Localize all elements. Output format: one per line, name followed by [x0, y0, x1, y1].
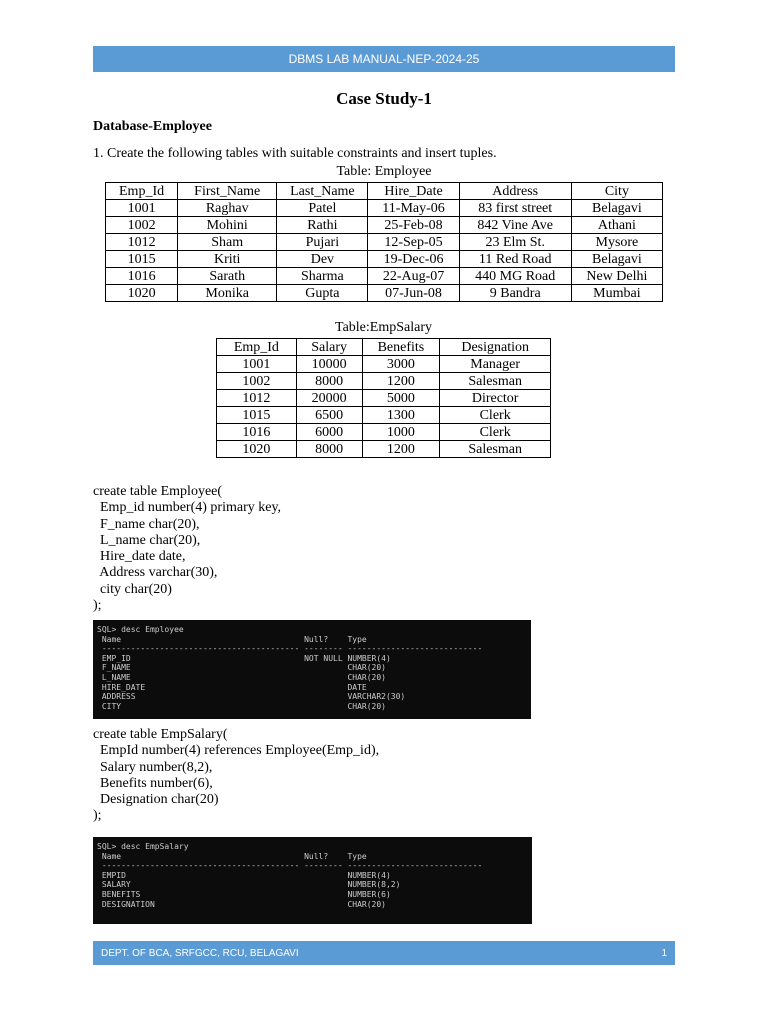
table-cell: Mumbai [571, 285, 662, 302]
page-number: 1 [661, 947, 667, 959]
page-title: Case Study-1 [336, 89, 432, 108]
table-cell: 1012 [217, 390, 297, 407]
table-cell: 11 Red Road [459, 251, 571, 268]
table-cell: 9 Bandra [459, 285, 571, 302]
table-cell: Patel [277, 200, 368, 217]
table-row [106, 251, 663, 268]
column-header: Last_Name [277, 183, 368, 200]
table-cell: 1002 [106, 217, 178, 234]
column-header: City [571, 183, 662, 200]
table-cell: 19-Dec-06 [368, 251, 459, 268]
table-cell: 1200 [362, 441, 440, 458]
table-cell: 1015 [217, 407, 297, 424]
table-cell: Belagavi [571, 200, 662, 217]
table-row [217, 356, 551, 373]
table-cell: 1020 [106, 285, 178, 302]
table-cell: 07-Jun-08 [368, 285, 459, 302]
empsalary-table [216, 338, 551, 458]
employee-table-caption: Table: Employee [336, 164, 432, 179]
employee-table [105, 182, 663, 302]
column-header: Emp_Id [217, 339, 297, 356]
table-cell: Director [440, 390, 551, 407]
question-text: 1. Create the following tables with suitable constraints and insert tuples. [93, 146, 497, 161]
table-row [217, 407, 551, 424]
page-footer [93, 941, 675, 965]
table-cell: 5000 [362, 390, 440, 407]
table-cell: 83 first street [459, 200, 571, 217]
table-row [106, 217, 663, 234]
table-cell: Clerk [440, 424, 551, 441]
table-cell: 12-Sep-05 [368, 234, 459, 251]
table-cell: 6000 [296, 424, 362, 441]
table-row [217, 373, 551, 390]
table-cell: 23 Elm St. [459, 234, 571, 251]
table-cell: Sharma [277, 268, 368, 285]
column-header: Emp_Id [106, 183, 178, 200]
column-header: Hire_Date [368, 183, 459, 200]
page-header [93, 46, 675, 72]
table-cell: 1016 [106, 268, 178, 285]
table-cell: Rathi [277, 217, 368, 234]
table-cell: Sham [178, 234, 277, 251]
create-empsalary-code: create table EmpSalary( EmpId number(4) references Employee(Emp_id), Salary number(8,2), Benefits number(6), Designation char(20) ); [93, 727, 380, 824]
table-row [106, 200, 663, 217]
table-cell: Mysore [571, 234, 662, 251]
table-cell: 22-Aug-07 [368, 268, 459, 285]
table-row [106, 268, 663, 285]
table-cell: Belagavi [571, 251, 662, 268]
table-cell: Monika [178, 285, 277, 302]
table-cell: Raghav [178, 200, 277, 217]
table-cell: Gupta [277, 285, 368, 302]
table-cell: 1002 [217, 373, 297, 390]
table-cell: 1001 [106, 200, 178, 217]
table-cell: Salesman [440, 373, 551, 390]
table-row [106, 234, 663, 251]
table-header-row [217, 339, 551, 356]
table-cell: 1016 [217, 424, 297, 441]
table-cell: 1300 [362, 407, 440, 424]
table-cell: 8000 [296, 441, 362, 458]
table-cell: 1015 [106, 251, 178, 268]
column-header: First_Name [178, 183, 277, 200]
table-cell: 1020 [217, 441, 297, 458]
table-cell: Kriti [178, 251, 277, 268]
empsalary-table-caption: Table:EmpSalary [335, 320, 432, 335]
table-cell: Dev [277, 251, 368, 268]
footer-department: DEPT. OF BCA, SRFGCC, RCU, BELAGAVI [101, 947, 299, 959]
table-cell: 842 Vine Ave [459, 217, 571, 234]
table-cell: 1012 [106, 234, 178, 251]
table-cell: 1000 [362, 424, 440, 441]
section-subtitle: Database-Employee [93, 119, 212, 134]
table-cell: Salesman [440, 441, 551, 458]
table-row [217, 390, 551, 407]
table-cell: Manager [440, 356, 551, 373]
table-cell: 1001 [217, 356, 297, 373]
table-cell: 440 MG Road [459, 268, 571, 285]
table-cell: 6500 [296, 407, 362, 424]
table-row [106, 285, 663, 302]
table-cell: New Delhi [571, 268, 662, 285]
table-cell: 3000 [362, 356, 440, 373]
table-cell: Clerk [440, 407, 551, 424]
table-row [217, 441, 551, 458]
table-cell: 11-May-06 [368, 200, 459, 217]
table-cell: 20000 [296, 390, 362, 407]
table-cell: Athani [571, 217, 662, 234]
table-cell: 10000 [296, 356, 362, 373]
table-cell: Sarath [178, 268, 277, 285]
create-employee-code: create table Employee( Emp_id number(4) primary key, F_name char(20), L_name char(20), Hire_date date, Address varchar(30), city char(20) ); [93, 484, 282, 614]
table-row [217, 424, 551, 441]
column-header: Address [459, 183, 571, 200]
column-header: Designation [440, 339, 551, 356]
table-cell: 1200 [362, 373, 440, 390]
terminal-desc-empsalary: SQL> desc EmpSalary Name Null? Type ----------------------------------------- -------- ---------------------------- EMPID NUMBER(4) SALARY NUMBER(8,2) BENEFITS NUMBER(6) DESIGNATION CHAR(20) [93, 837, 532, 924]
table-cell: 8000 [296, 373, 362, 390]
header-text: DBMS LAB MANUAL-NEP-2024-25 [288, 52, 480, 66]
column-header: Benefits [362, 339, 440, 356]
table-header-row [106, 183, 663, 200]
terminal-desc-employee: SQL> desc Employee Name Null? Type ----------------------------------------- -------- ---------------------------- EMP_ID NOT NULL NUMBER(4) F_NAME CHAR(20) L_NAME CHAR(20) HIRE_DATE DATE ADDRESS VARCHAR2(30) CITY CHAR(20) [93, 620, 531, 719]
table-cell: 25-Feb-08 [368, 217, 459, 234]
column-header: Salary [296, 339, 362, 356]
table-cell: Mohini [178, 217, 277, 234]
table-cell: Pujari [277, 234, 368, 251]
